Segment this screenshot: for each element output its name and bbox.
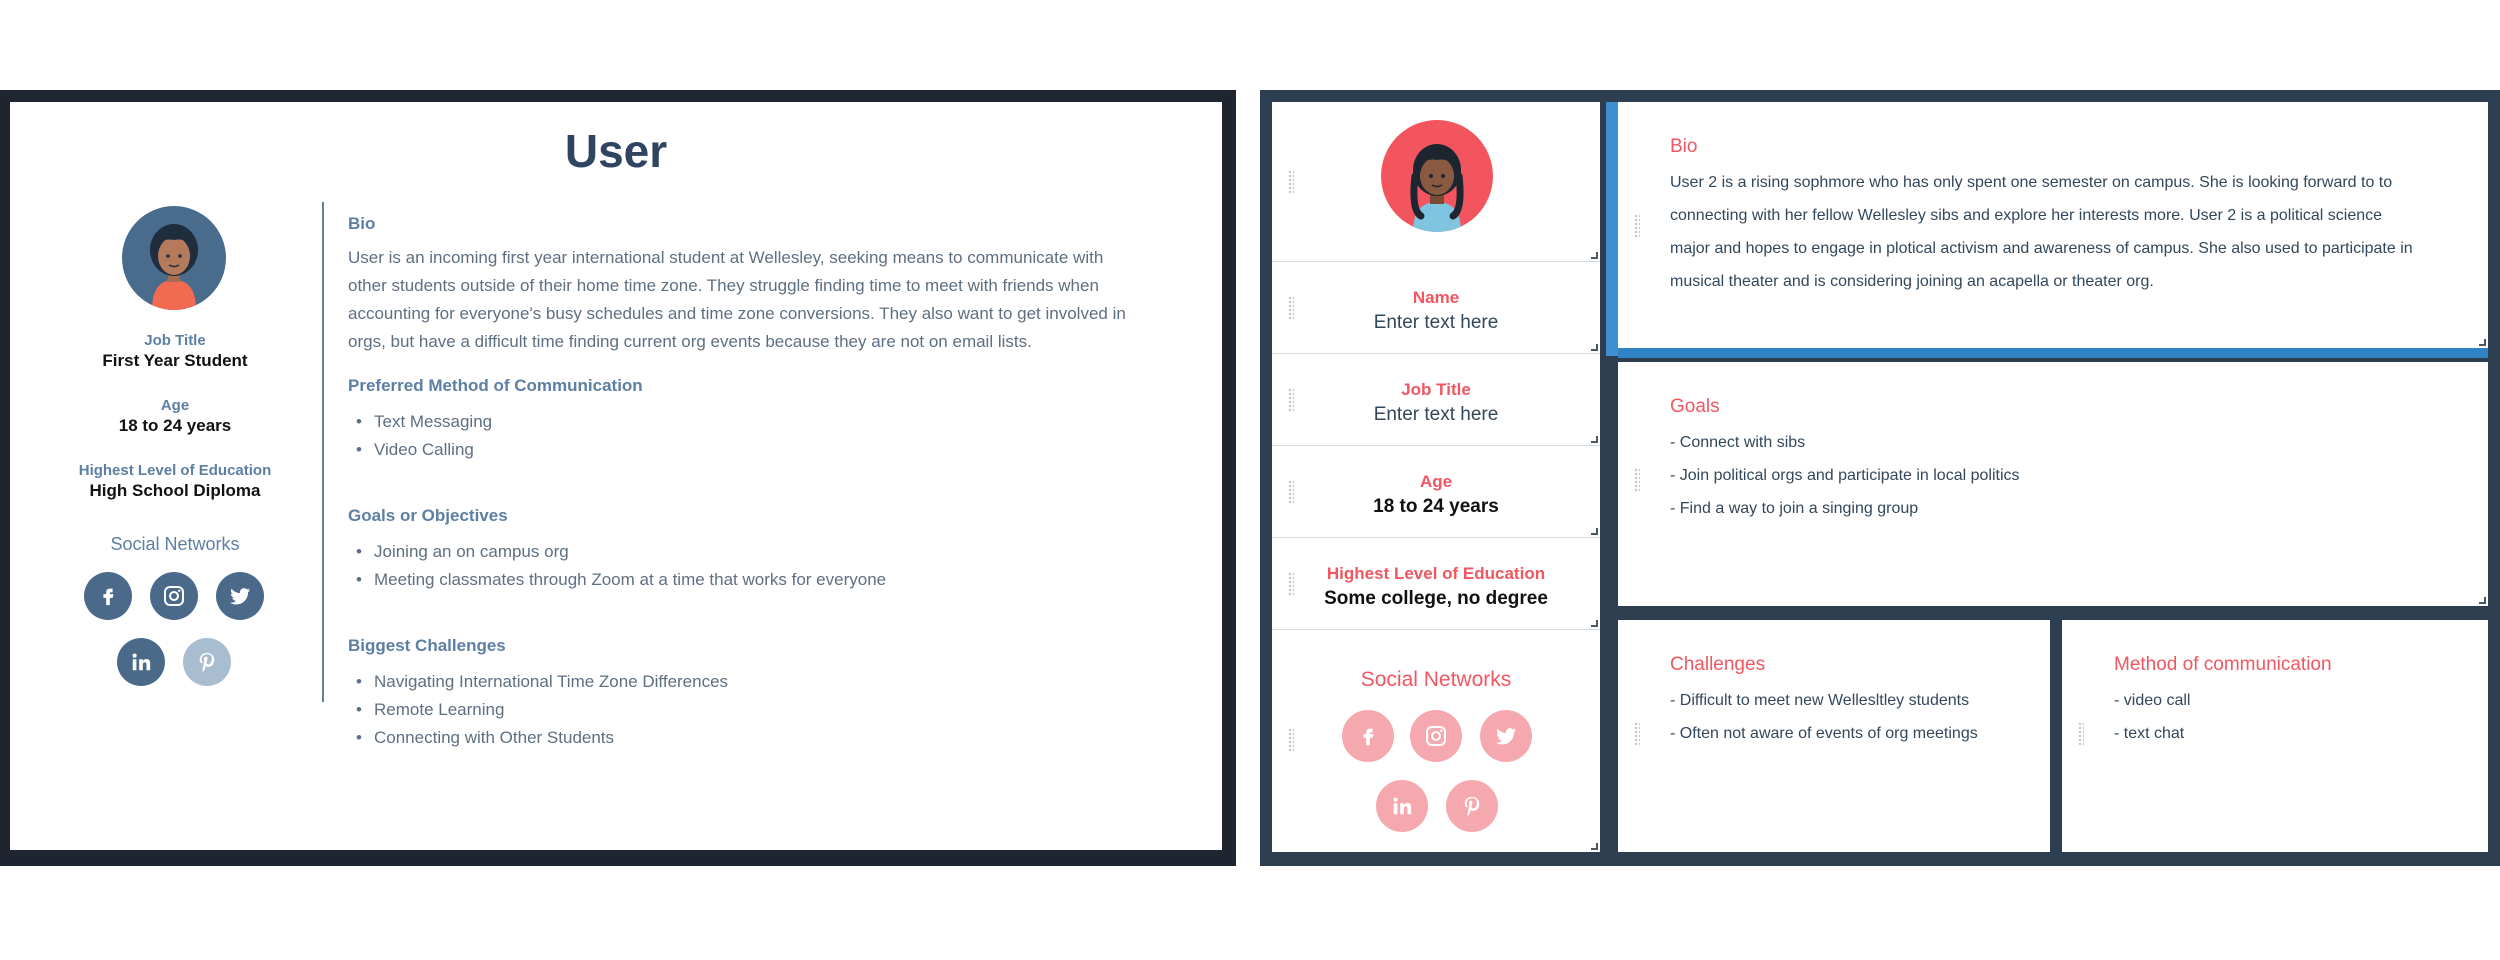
goals-list[interactable] bbox=[1670, 426, 2020, 525]
job-title-label: Job Title bbox=[1401, 380, 1471, 399]
challenges-section[interactable] bbox=[1618, 620, 2050, 852]
avatar bbox=[122, 206, 226, 310]
age-value: 18 to 24 years bbox=[118, 416, 232, 435]
challenges-list[interactable] bbox=[1670, 684, 1978, 750]
job-title-value: First Year Student bbox=[102, 351, 248, 370]
name-cell[interactable] bbox=[1272, 262, 1600, 354]
drag-handle-icon[interactable] bbox=[1288, 728, 1294, 752]
avatar bbox=[1381, 120, 1493, 232]
education-field bbox=[40, 462, 310, 501]
list-item: • Connecting with Other Students bbox=[348, 724, 1138, 752]
age-field bbox=[40, 397, 310, 436]
goals-section[interactable] bbox=[1618, 362, 2488, 606]
job-title-input[interactable]: Enter text here bbox=[1373, 404, 1499, 425]
resize-handle-icon[interactable] bbox=[1591, 843, 1598, 850]
bio-line: connecting with her fellow Wellesley sibs and explore her interests more. User 2 is a political science bbox=[1670, 207, 2383, 224]
persona-card-left-content bbox=[10, 102, 1222, 850]
resize-handle-icon[interactable] bbox=[2479, 597, 2486, 604]
goals-heading: Goals or Objectives bbox=[348, 506, 508, 525]
social-networks-label: Social Networks bbox=[110, 534, 240, 554]
bio-line: musical theater and is considering joining an acapella or theater org. bbox=[1670, 273, 2154, 290]
resize-handle-icon[interactable] bbox=[1591, 620, 1598, 627]
persona-sidebar bbox=[1272, 102, 1600, 852]
list-item: • Navigating International Time Zone Differences bbox=[348, 668, 1138, 696]
facebook-icon[interactable] bbox=[1342, 710, 1394, 762]
bio-heading: Bio bbox=[348, 214, 376, 233]
list-item: • Text Messaging bbox=[348, 408, 1138, 436]
resize-handle-icon[interactable] bbox=[1591, 436, 1598, 443]
linkedin-icon[interactable] bbox=[1376, 780, 1428, 832]
bio-section[interactable] bbox=[1618, 102, 2488, 348]
challenges-heading: Challenges bbox=[1670, 654, 1766, 675]
communication-heading: Preferred Method of Communication bbox=[348, 376, 643, 395]
age-label: Age bbox=[1419, 472, 1453, 491]
list-item: - Find a way to join a singing group bbox=[1670, 500, 1919, 517]
resize-handle-icon[interactable] bbox=[2479, 339, 2486, 346]
drag-handle-icon[interactable] bbox=[2078, 722, 2084, 746]
list-item: - text chat bbox=[2114, 725, 2185, 742]
list-item: • Remote Learning bbox=[348, 696, 1138, 724]
social-networks-label: Social Networks bbox=[1360, 668, 1512, 691]
education-label: Highest Level of Education bbox=[1326, 564, 1546, 583]
resize-handle-icon[interactable] bbox=[1591, 344, 1598, 351]
drag-handle-icon[interactable] bbox=[1288, 170, 1294, 194]
list-item: • Meeting classmates through Zoom at a time that works for everyone bbox=[348, 566, 1138, 594]
bio-line: major and hopes to engage in plotical activism and awareness of campus. She also used to participate in bbox=[1670, 240, 2413, 257]
communication-section[interactable] bbox=[2062, 620, 2488, 852]
job-title-cell[interactable] bbox=[1272, 354, 1600, 446]
persona-card-right bbox=[1260, 90, 2500, 866]
education-value: High School Diploma bbox=[89, 481, 261, 500]
bio-text: User is an incoming first year international student at Wellesley, seeking means to communicate with other students outside of their home time zone. They struggle finding time to meet with friends when accounting for everyone's busy schedules and time zone conversions. They also want to get involved in orgs, but have a difficult time finding current org events because they are not on email lists. bbox=[348, 248, 1126, 351]
drag-handle-icon[interactable] bbox=[1634, 722, 1640, 746]
facebook-icon[interactable] bbox=[84, 572, 132, 620]
list-item: • Video Calling bbox=[348, 436, 1138, 464]
challenges-heading: Biggest Challenges bbox=[348, 636, 506, 655]
instagram-icon[interactable] bbox=[150, 572, 198, 620]
age-label: Age bbox=[160, 397, 190, 414]
drag-handle-icon[interactable] bbox=[1634, 468, 1640, 492]
goals-list bbox=[348, 538, 1138, 594]
persona-details bbox=[348, 214, 1138, 752]
instagram-icon[interactable] bbox=[1410, 710, 1462, 762]
social-networks-cell[interactable] bbox=[1272, 630, 1600, 852]
persona-card-left bbox=[0, 90, 1236, 866]
resize-handle-icon[interactable] bbox=[1591, 528, 1598, 535]
bio-accent-strip bbox=[1606, 102, 1618, 356]
resize-handle-icon[interactable] bbox=[1591, 252, 1598, 259]
pinterest-icon[interactable] bbox=[183, 638, 231, 686]
list-item: - Difficult to meet new Wellesltley students bbox=[1670, 692, 1970, 709]
age-value[interactable]: 18 to 24 years bbox=[1373, 496, 1499, 517]
twitter-icon[interactable] bbox=[216, 572, 264, 620]
column-divider bbox=[322, 202, 324, 702]
list-item: - Join political orgs and participate in local politics bbox=[1670, 467, 2020, 484]
name-label: Name bbox=[1412, 288, 1460, 307]
list-item: - video call bbox=[2114, 692, 2191, 709]
age-cell[interactable] bbox=[1272, 446, 1600, 538]
pinterest-icon[interactable] bbox=[1446, 780, 1498, 832]
page-title: User bbox=[564, 125, 668, 177]
bio-heading: Bio bbox=[1670, 136, 1698, 157]
job-title-field bbox=[40, 332, 310, 371]
twitter-icon[interactable] bbox=[1480, 710, 1532, 762]
communication-list bbox=[348, 408, 1138, 464]
bio-text[interactable] bbox=[1670, 166, 2413, 298]
job-title-label: Job Title bbox=[144, 332, 206, 349]
communication-heading: Method of communication bbox=[2114, 654, 2332, 675]
name-input[interactable]: Enter text here bbox=[1373, 312, 1499, 333]
list-item: • Joining an on campus org bbox=[348, 538, 1138, 566]
list-item: - Often not aware of events of org meetings bbox=[1670, 725, 1978, 742]
bio-line: User 2 is a rising sophmore who has only spent one semester on campus. She is looking forward to to bbox=[1670, 174, 2393, 191]
goals-heading: Goals bbox=[1670, 396, 1720, 417]
challenges-list bbox=[348, 668, 1138, 752]
list-item: - Connect with sibs bbox=[1670, 434, 1806, 451]
education-cell[interactable] bbox=[1272, 538, 1600, 630]
drag-handle-icon[interactable] bbox=[1634, 214, 1640, 238]
linkedin-icon[interactable] bbox=[117, 638, 165, 686]
communication-list[interactable] bbox=[2114, 684, 2190, 750]
avatar-cell[interactable] bbox=[1272, 102, 1600, 262]
education-label: Highest Level of Education bbox=[78, 462, 272, 479]
education-value[interactable]: Some college, no degree bbox=[1324, 588, 1548, 609]
bio-accent-bar bbox=[1618, 348, 2488, 358]
